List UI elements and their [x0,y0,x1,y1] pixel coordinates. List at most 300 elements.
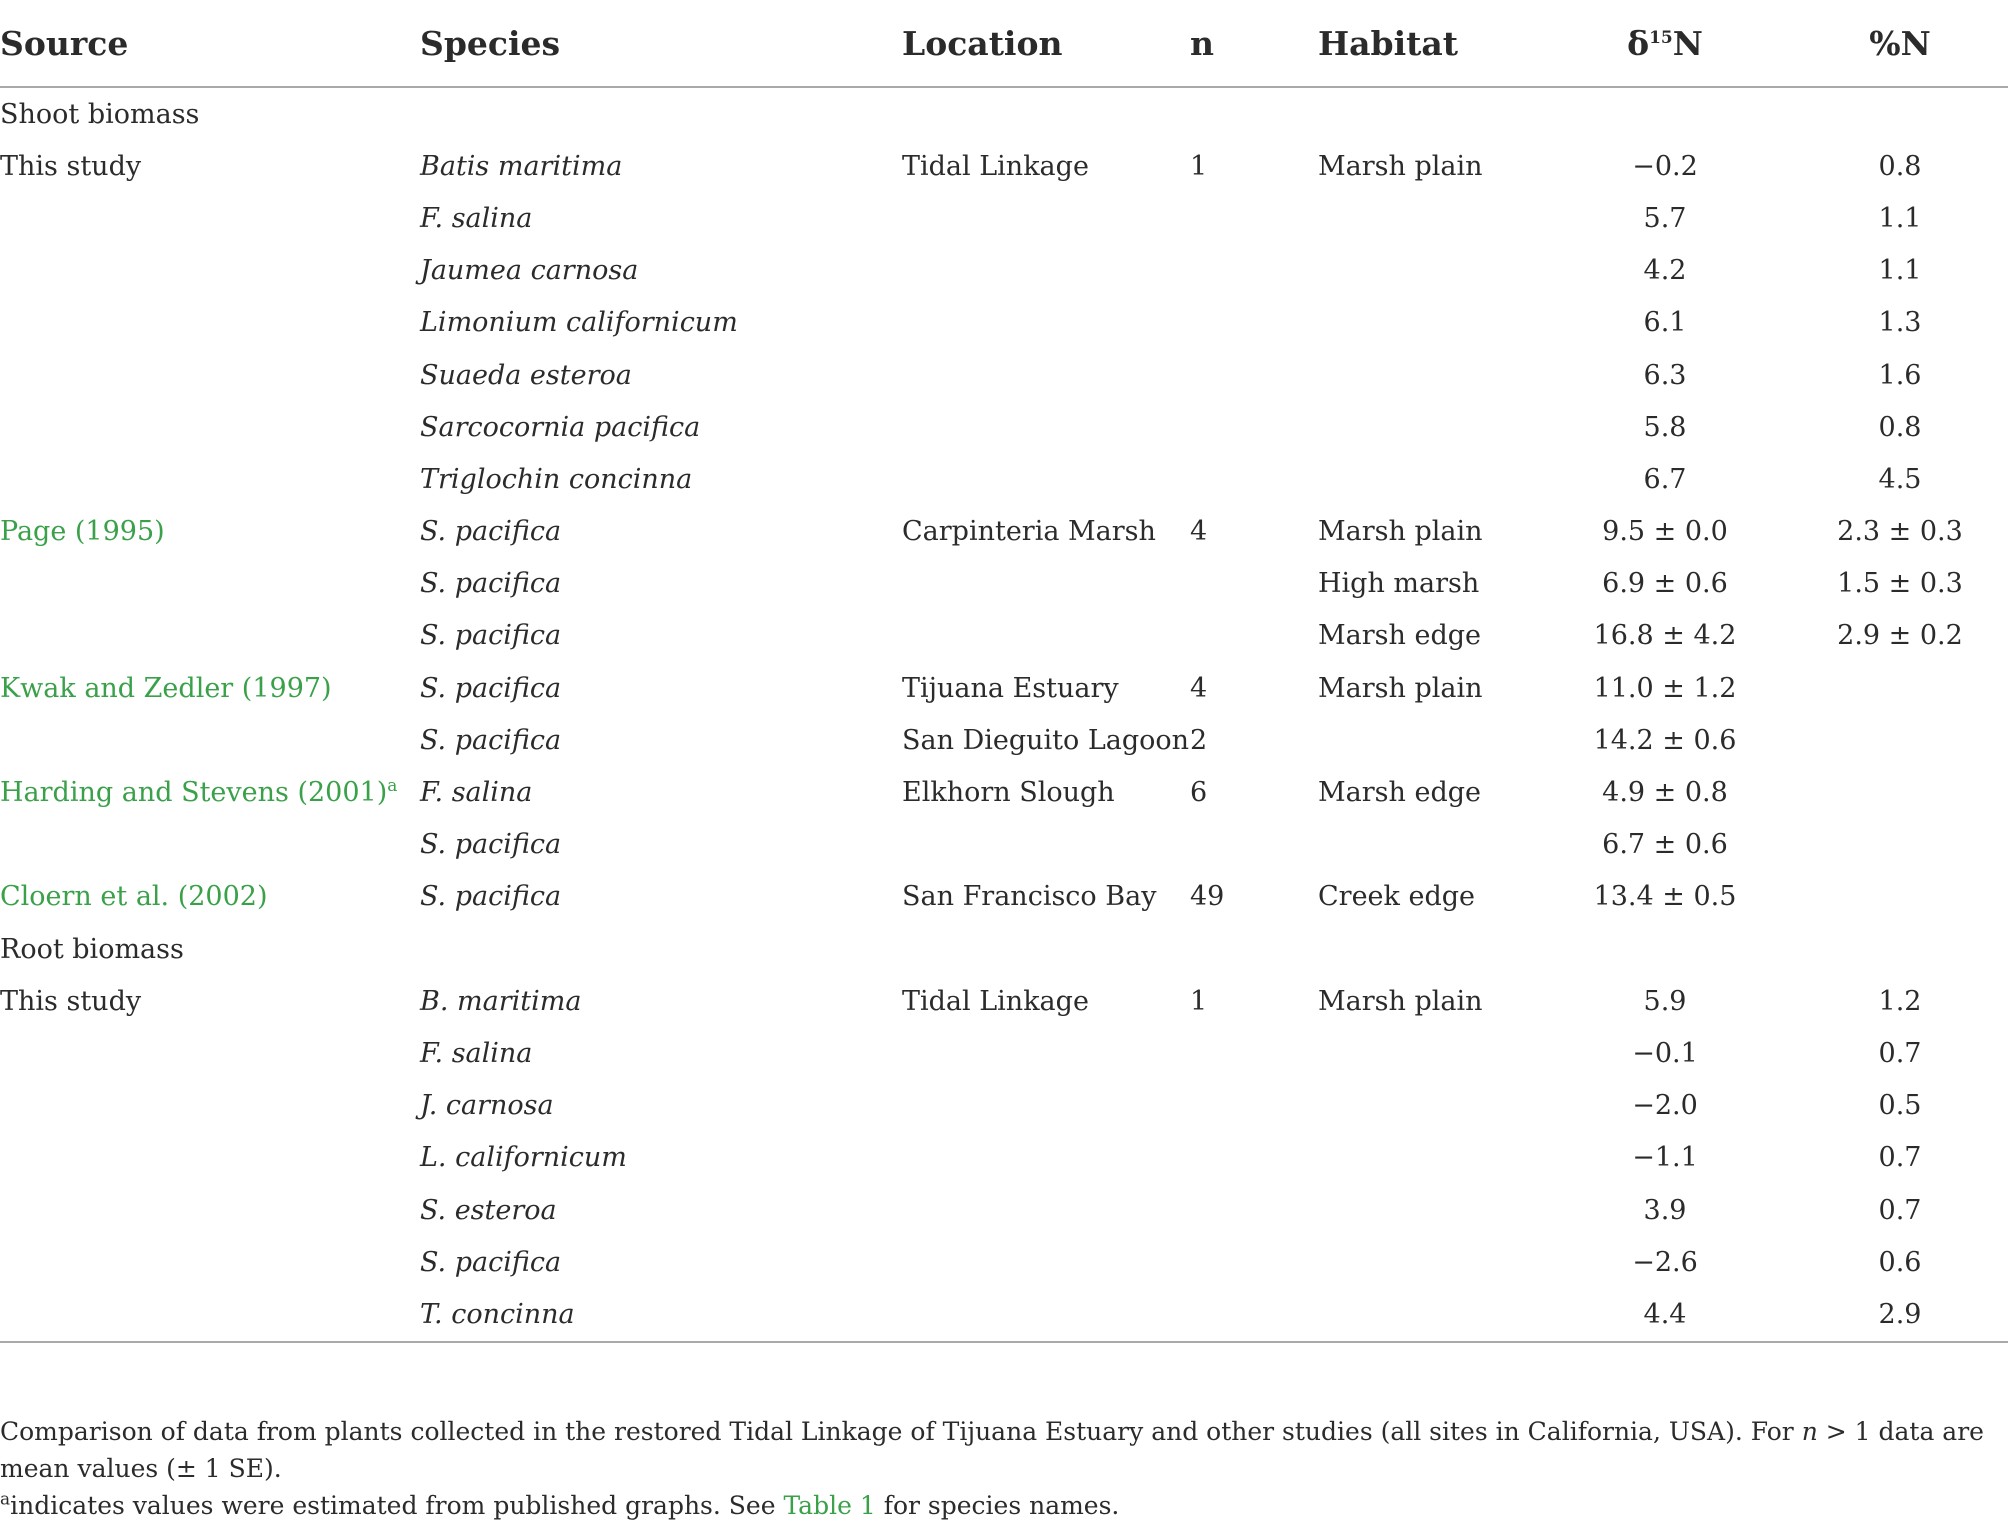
cell-species-text: S. pacifica [420,1246,562,1278]
cell-habitat [1318,401,1538,453]
cell-source [0,1236,420,1288]
cell-d15n [1538,714,1792,766]
cell-species-text: S. esteroa [420,1194,557,1226]
header-d15n [1538,0,1792,87]
cell-n [1190,610,1318,662]
header-percent-n: %N [1792,0,2008,87]
cell-d15n-text: 5.7 [1643,202,1687,234]
cell-percent-n [1792,610,2008,662]
cell-percent-n-text: 1.3 [1878,307,1922,339]
cell-d15n [1538,662,1792,714]
cell-habitat-text: Marsh edge [1318,620,1482,652]
cell-habitat [1318,558,1538,610]
cell-n [1190,453,1318,505]
cell-percent-n [1792,87,2008,140]
cell-source[interactable] [0,871,420,923]
cell-n-text: 2 [1190,724,1208,756]
cell-location [902,192,1190,244]
cell-species-text: F. salina [420,202,533,234]
cell-d15n-text: 4.2 [1643,255,1687,287]
cell-species-text: J. carnosa [420,1090,554,1122]
cell-species [420,245,902,297]
cell-species-text: Batis maritima [420,150,623,182]
table-row [0,871,2008,923]
cell-percent-n [1792,923,2008,975]
cell-species-text: Jaumea carnosa [420,255,639,287]
table-row [0,1132,2008,1184]
cell-n [1190,297,1318,349]
cell-location [902,1080,1190,1132]
cell-species [420,1027,902,1079]
cell-d15n-text: 3.9 [1643,1194,1687,1226]
table-row [0,1288,2008,1341]
cell-habitat [1318,1080,1538,1132]
table-row [0,1184,2008,1236]
cell-d15n-text: 5.9 [1643,985,1687,1017]
cell-n [1190,1236,1318,1288]
cell-n-text: 4 [1190,516,1208,548]
cell-source [0,819,420,871]
cell-location [902,506,1190,558]
cell-percent-n-text: 0.7 [1878,1037,1922,1069]
cell-location [902,297,1190,349]
table-row [0,975,2008,1027]
table-row [0,192,2008,244]
cell-d15n-text: 6.1 [1643,307,1687,339]
header-source: Source [0,0,420,87]
cell-d15n [1538,1132,1792,1184]
table-row [0,923,2008,975]
cell-species-text: F. salina [420,1037,533,1069]
cell-percent-n-text: 2.9 ± 0.2 [1837,620,1963,652]
table-row [0,819,2008,871]
cell-location [902,662,1190,714]
cell-habitat [1318,453,1538,505]
cell-d15n [1538,1027,1792,1079]
cell-n [1190,401,1318,453]
cell-percent-n-text: 0.8 [1878,150,1922,182]
cell-source[interactable] [0,766,420,818]
cell-d15n-text: 6.7 ± 0.6 [1602,829,1728,861]
cell-n [1190,923,1318,975]
cell-species-text: Limonium californicum [420,307,738,339]
cell-species [420,558,902,610]
cell-percent-n [1792,819,2008,871]
table-row [0,662,2008,714]
table-row [0,401,2008,453]
table-row [0,245,2008,297]
table-row [0,1236,2008,1288]
cell-location-text: Tijuana Estuary [902,672,1119,704]
cell-species [420,297,902,349]
cell-location [902,245,1190,297]
cell-location [902,349,1190,401]
cell-percent-n [1792,349,2008,401]
cell-source-text: Harding and Stevens (2001) [0,777,388,809]
cell-d15n-text: 16.8 ± 4.2 [1593,620,1737,652]
cell-location [902,87,1190,140]
header-location: Location [902,0,1190,87]
cell-habitat [1318,819,1538,871]
cell-percent-n [1792,1080,2008,1132]
cell-n [1190,140,1318,192]
header-habitat: Habitat [1318,0,1538,87]
cell-percent-n [1792,1236,2008,1288]
caption-text-1a: Comparison of data from plants collected in the restored Tidal Linkage of Tijuana Estuary and other studies (all sites in California, USA). For [0,1417,1802,1446]
cell-species [420,1132,902,1184]
cell-source [0,140,420,192]
cell-d15n [1538,1080,1792,1132]
cell-source-text: Kwak and Zedler (1997) [0,672,332,704]
cell-habitat [1318,506,1538,558]
cell-d15n-text: −2.6 [1632,1246,1698,1278]
cell-d15n [1538,140,1792,192]
cell-source [0,558,420,610]
cell-location [902,1288,1190,1341]
cell-location [902,819,1190,871]
cell-habitat-text: Marsh plain [1318,516,1483,548]
caption-n-symbol: n [1801,1417,1818,1446]
cell-source-text: Cloern et al. (2002) [0,881,268,913]
cell-percent-n-text: 1.5 ± 0.3 [1837,568,1963,600]
cell-n [1190,192,1318,244]
table-1-link[interactable]: Table 1 [783,1491,876,1520]
cell-source[interactable] [0,506,420,558]
cell-habitat [1318,923,1538,975]
cell-habitat-text: Marsh plain [1318,150,1483,182]
cell-habitat-text: High marsh [1318,568,1480,600]
cell-source [0,714,420,766]
cell-habitat-text: Creek edge [1318,881,1475,913]
cell-habitat [1318,192,1538,244]
caption-text-2a: indicates values were estimated from published graphs. See [10,1491,784,1520]
cell-location [902,1132,1190,1184]
cell-location [902,1236,1190,1288]
cell-percent-n-text: 1.1 [1878,202,1922,234]
cell-d15n [1538,1184,1792,1236]
cell-percent-n [1792,245,2008,297]
table-row [0,506,2008,558]
cell-source[interactable] [0,662,420,714]
cell-n [1190,1184,1318,1236]
cell-percent-n-text: 0.8 [1878,411,1922,443]
cell-n [1190,1027,1318,1079]
caption-line-2 [0,1487,2008,1524]
table-row [0,766,2008,818]
cell-species [420,1184,902,1236]
cell-d15n-text: 4.4 [1643,1298,1687,1330]
cell-source [0,245,420,297]
cell-habitat [1318,975,1538,1027]
cell-percent-n [1792,871,2008,923]
cell-d15n-text: −2.0 [1632,1090,1698,1122]
cell-source [0,453,420,505]
cell-d15n [1538,87,1792,140]
cell-d15n [1538,610,1792,662]
cell-d15n-text: 4.9 ± 0.8 [1602,777,1728,809]
cell-d15n [1538,766,1792,818]
cell-d15n [1538,819,1792,871]
cell-percent-n [1792,662,2008,714]
cell-percent-n-text: 2.9 [1878,1298,1922,1330]
cell-n [1190,871,1318,923]
cell-location [902,975,1190,1027]
cell-source-text: Page (1995) [0,516,165,548]
cell-n [1190,1288,1318,1341]
cell-habitat-text: Marsh plain [1318,985,1483,1017]
cell-source [0,192,420,244]
cell-species [420,506,902,558]
cell-d15n [1538,871,1792,923]
cell-habitat [1318,1184,1538,1236]
cell-percent-n [1792,766,2008,818]
cell-species [420,766,902,818]
cell-species-text: S. pacifica [420,672,562,704]
cell-d15n [1538,401,1792,453]
cell-source-text: Root biomass [0,933,184,965]
cell-d15n [1538,349,1792,401]
cell-percent-n [1792,558,2008,610]
cell-percent-n [1792,714,2008,766]
cell-location [902,766,1190,818]
table-row [0,558,2008,610]
cell-d15n-text: −0.1 [1632,1037,1698,1069]
cell-species [420,1288,902,1341]
cell-percent-n [1792,453,2008,505]
cell-d15n [1538,1288,1792,1341]
cell-species-text: F. salina [420,777,533,809]
cell-n [1190,349,1318,401]
cell-d15n [1538,453,1792,505]
header-d15n-sup: 15 [1649,27,1673,48]
cell-percent-n-text: 1.1 [1878,255,1922,287]
cell-location [902,558,1190,610]
caption-line-1 [0,1413,2008,1487]
cell-species-text: S. pacifica [420,829,562,861]
cell-source [0,1288,420,1341]
cell-n-text: 4 [1190,672,1208,704]
header-d15n-prefix: δ [1627,23,1650,63]
cell-n [1190,662,1318,714]
cell-source [0,610,420,662]
cell-d15n-text: −1.1 [1632,1142,1698,1174]
cell-d15n-text: −0.2 [1632,150,1698,182]
cell-d15n-text: 11.0 ± 1.2 [1593,672,1737,704]
cell-source [0,1132,420,1184]
cell-location [902,714,1190,766]
cell-source [0,87,420,140]
cell-n [1190,506,1318,558]
cell-source [0,297,420,349]
cell-n-text: 6 [1190,777,1208,809]
cell-n [1190,1132,1318,1184]
cell-d15n-text: 9.5 ± 0.0 [1602,516,1728,548]
cell-species [420,1236,902,1288]
cell-d15n-text: 13.4 ± 0.5 [1593,881,1737,913]
cell-habitat [1318,140,1538,192]
cell-location [902,923,1190,975]
cell-n [1190,714,1318,766]
cell-d15n [1538,192,1792,244]
cell-habitat [1318,87,1538,140]
cell-species [420,401,902,453]
cell-percent-n [1792,401,2008,453]
cell-n-text: 49 [1190,881,1225,913]
cell-percent-n-text: 4.5 [1878,463,1922,495]
cell-species [420,1080,902,1132]
table-row [0,140,2008,192]
cell-percent-n [1792,140,2008,192]
cell-habitat [1318,297,1538,349]
cell-location [902,140,1190,192]
cell-species [420,714,902,766]
cell-percent-n [1792,1027,2008,1079]
cell-habitat [1318,245,1538,297]
cell-percent-n-text: 0.5 [1878,1090,1922,1122]
cell-source [0,923,420,975]
cell-location-text: San Dieguito Lagoon [902,724,1190,756]
cell-d15n [1538,923,1792,975]
cell-source-text: This study [0,985,142,1017]
cell-d15n-text: 6.9 ± 0.6 [1602,568,1728,600]
footnote-marker: a [387,776,398,797]
cell-habitat-text: Marsh plain [1318,672,1483,704]
cell-source-text: Shoot biomass [0,98,200,130]
cell-species [420,923,902,975]
cell-species [420,819,902,871]
cell-percent-n-text: 1.6 [1878,359,1922,391]
table-row [0,1027,2008,1079]
cell-species [420,87,902,140]
table-row [0,297,2008,349]
cell-percent-n-text: 1.2 [1878,985,1922,1017]
cell-n-text: 1 [1190,150,1208,182]
cell-species-text: Sarcocornia pacifica [420,411,701,443]
cell-n [1190,766,1318,818]
table-row [0,714,2008,766]
cell-location-text: San Francisco Bay [902,881,1157,913]
cell-habitat [1318,766,1538,818]
cell-location-text: Tidal Linkage [902,150,1089,182]
cell-species [420,662,902,714]
cell-source [0,975,420,1027]
cell-source [0,1027,420,1079]
cell-species-text: S. pacifica [420,620,562,652]
header-row [0,0,2008,87]
caption-text-1b: > 1 data are mean values (± 1 SE). [0,1417,1984,1483]
table-row [0,1080,2008,1132]
cell-percent-n [1792,506,2008,558]
header-d15n-suffix: N [1672,23,1703,63]
cell-n [1190,245,1318,297]
cell-species-text: Suaeda esteroa [420,359,632,391]
cell-species-text: S. pacifica [420,516,562,548]
cell-d15n [1538,245,1792,297]
cell-d15n-text: 6.7 [1643,463,1687,495]
cell-habitat [1318,1132,1538,1184]
cell-percent-n-text: 0.7 [1878,1142,1922,1174]
cell-habitat [1318,714,1538,766]
cell-location [902,1027,1190,1079]
cell-species-text: T. concinna [420,1298,575,1330]
cell-percent-n-text: 0.7 [1878,1194,1922,1226]
cell-source-text: This study [0,150,142,182]
cell-d15n [1538,297,1792,349]
cell-d15n-text: 6.3 [1643,359,1687,391]
cell-n-text: 1 [1190,985,1208,1017]
cell-location-text: Tidal Linkage [902,985,1089,1017]
cell-location [902,401,1190,453]
cell-d15n [1538,975,1792,1027]
cell-n [1190,1080,1318,1132]
cell-species [420,140,902,192]
cell-species-text: B. maritima [420,985,582,1017]
cell-location [902,453,1190,505]
cell-percent-n-text: 2.3 ± 0.3 [1837,516,1963,548]
table-row [0,349,2008,401]
cell-habitat [1318,871,1538,923]
cell-source [0,349,420,401]
cell-species-text: L. californicum [420,1142,627,1174]
cell-habitat [1318,1236,1538,1288]
table-row [0,453,2008,505]
cell-n [1190,819,1318,871]
cell-habitat [1318,1027,1538,1079]
header-n: n [1190,0,1318,87]
cell-habitat [1318,1288,1538,1341]
caption-footnote-marker: a [0,1489,11,1510]
cell-species-text: S. pacifica [420,881,562,913]
header-species: Species [420,0,902,87]
cell-percent-n [1792,1132,2008,1184]
table-caption [0,1413,2008,1524]
cell-d15n [1538,1236,1792,1288]
cell-location-text: Carpinteria Marsh [902,516,1156,548]
cell-d15n [1538,558,1792,610]
cell-species [420,192,902,244]
cell-habitat [1318,349,1538,401]
cell-source [0,1080,420,1132]
cell-habitat [1318,610,1538,662]
cell-location [902,871,1190,923]
cell-species [420,975,902,1027]
cell-habitat-text: Marsh edge [1318,777,1482,809]
cell-species-text: S. pacifica [420,724,562,756]
cell-habitat [1318,662,1538,714]
cell-n [1190,975,1318,1027]
table-row [0,610,2008,662]
caption-text-2b: for species names. [875,1491,1120,1520]
cell-percent-n [1792,192,2008,244]
cell-source [0,1184,420,1236]
cell-location-text: Elkhorn Slough [902,777,1115,809]
table-row [0,87,2008,140]
cell-species-text: Triglochin concinna [420,463,693,495]
cell-percent-n-text: 0.6 [1878,1246,1922,1278]
cell-percent-n [1792,297,2008,349]
table-body [0,87,2008,1342]
cell-source [0,401,420,453]
cell-percent-n [1792,975,2008,1027]
cell-percent-n [1792,1288,2008,1341]
cell-location [902,610,1190,662]
cell-species [420,453,902,505]
cell-species-text: S. pacifica [420,568,562,600]
cell-species [420,871,902,923]
cell-species [420,349,902,401]
cell-d15n-text: 5.8 [1643,411,1687,443]
cell-n [1190,558,1318,610]
